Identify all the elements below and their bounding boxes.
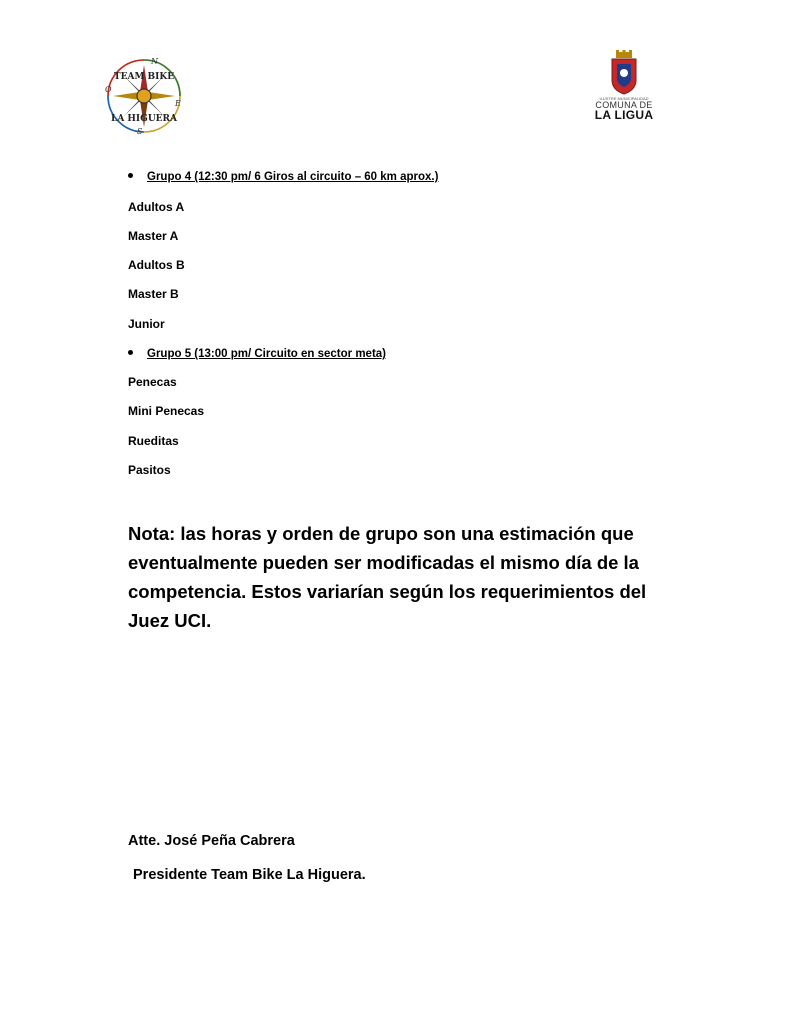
nota-paragraph: Nota: las horas y orden de grupo son una estimación que eventualmente pueden ser modificadas el mismo día de la competencia. Estos variarían según los requerimientos del Juez UCI. [128, 523, 647, 631]
list-item: Pasitos [128, 463, 171, 477]
compass-n: N [151, 57, 158, 66]
team-bike-logo [103, 55, 185, 137]
bullet-icon [128, 173, 133, 178]
grupo-4-heading-text: Grupo 4 (12:30 pm/ 6 Giros al circuito – 60 km aprox.) [147, 171, 439, 183]
list-item: Junior [128, 317, 165, 331]
ligua-line2: LA LIGUA [594, 108, 654, 122]
compass-e: E [175, 99, 181, 108]
compass-o: O [105, 85, 112, 94]
list-item: Mini Penecas [128, 404, 205, 418]
signature-title: Presidente Team Bike La Higuera. [133, 867, 366, 883]
list-item: Rueditas [128, 434, 179, 448]
team-bike-top-text: TEAM BIKE [113, 72, 175, 82]
comuna-la-ligua-logo [588, 50, 660, 122]
compass-s: S [137, 127, 143, 136]
grupo-5-heading [128, 347, 386, 361]
list-item: Master B [128, 287, 179, 301]
grupo-5-heading-text: Grupo 5 (13:00 pm/ Circuito en sector meta) [147, 348, 387, 360]
list-item: Master A [128, 229, 179, 243]
signature-name: Atte. José Peña Cabrera [128, 833, 295, 849]
grupo-4-heading [128, 170, 438, 184]
list-item: Penecas [128, 375, 177, 389]
list-item: Adultos B [128, 258, 185, 272]
ligua-line1: COMUNA DE [595, 100, 653, 110]
ligua-small-text: ILUSTRE MUNICIPALIDAD [599, 96, 649, 101]
bullet-icon [128, 350, 133, 355]
list-item: Adultos A [128, 200, 185, 214]
team-bike-bottom-text: LA HIGUERA [110, 114, 178, 124]
